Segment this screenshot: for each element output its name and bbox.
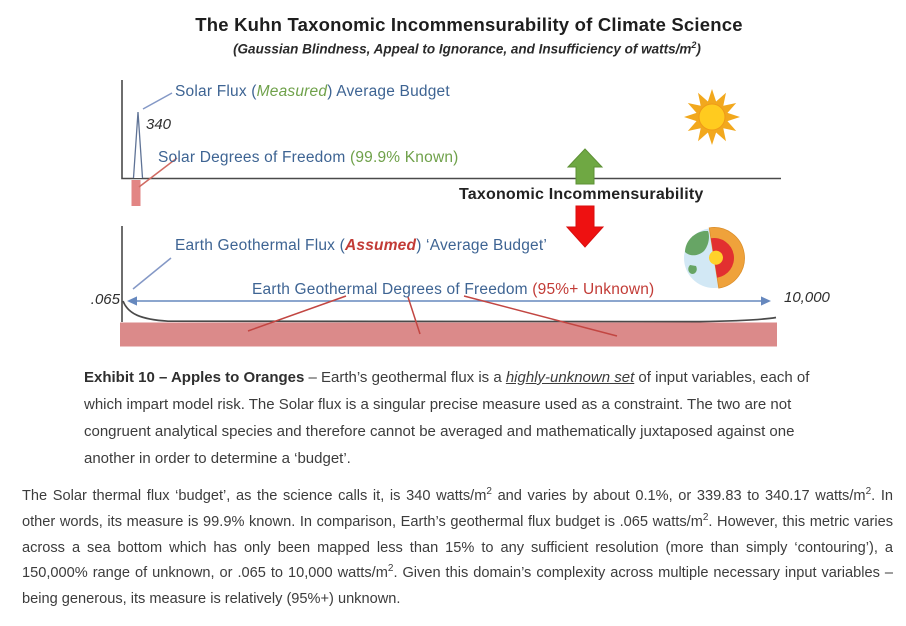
subtitle-superscript: 2 [691, 40, 697, 50]
geothermal-flux-label-assumed: Assumed [345, 237, 417, 254]
geothermal-dof-label-pre: Earth Geothermal Degrees of Freedom [252, 281, 533, 298]
body-superscript-1: 2 [486, 486, 492, 498]
geothermal-flux-label [175, 237, 547, 255]
solar-flux-label-pre: Solar Flux ( [175, 83, 257, 100]
geothermal-decay-curve [123, 301, 776, 322]
body-text-2: and varies by about 0.1%, or 339.83 to 340.17 watts/m [491, 488, 866, 504]
page-title: The Kuhn Taxonomic Incommensurability of Climate Science [195, 14, 743, 35]
solar-dof-label [158, 149, 459, 167]
solar-flux-label [175, 83, 450, 101]
taxonomic-incommensurability-label: Taxonomic Incommensurability [459, 186, 704, 203]
body-text-4: . However, this metric varies across a sea bottom which has only been mapped less than 15% to any sufficient resolution (more than simply ‘contouring’), a 150,000% range of unknown, or .065 to 10,000 watts/m [22, 513, 893, 582]
solar-flux-label-measured: Measured [256, 83, 328, 100]
body-superscript-3: 2 [702, 511, 709, 523]
earth-core-icon [684, 223, 749, 289]
exhibit-caption [84, 364, 821, 472]
geothermal-dof-label-unknown: (95%+ Unknown) [532, 281, 655, 298]
subtitle-close: ) [696, 41, 701, 57]
geothermal-flux-pointer-line [133, 258, 171, 289]
geothermal-band [120, 323, 777, 347]
solar-dof-bar [132, 180, 141, 206]
body-superscript-4: 2 [387, 563, 394, 575]
body-paragraph [22, 484, 893, 613]
solar-flux-pointer-line [143, 93, 172, 109]
page-subtitle [30, 40, 904, 57]
body-text-5: . Given this domain’s complexity across multiple necessary input variables – being generous, its measure is relatively (95%+) unknown. [22, 565, 893, 608]
down-arrow-icon [567, 206, 603, 247]
geothermal-flux-label-post: ) ‘Average Budget’ [416, 237, 548, 254]
exhibit-caption-text-1: – Earth’s geothermal flux is a [304, 369, 506, 386]
subtitle-text: (Gaussian Blindness, Appeal to Ignorance, and Insufficiency of watts/m [233, 41, 692, 57]
solar-dof-label-pre: Solar Degrees of Freedom [158, 149, 350, 166]
geothermal-range-max: 10,000 [784, 289, 830, 306]
body-text-3: . In other words, its measure is 99.9% known. In comparison, Earth’s geothermal flux budget is .065 watts/m [22, 488, 893, 530]
solar-dof-label-known: (99.9% Known) [349, 149, 459, 166]
geothermal-range-min: .065 [90, 291, 120, 308]
solar-flux-value: 340 [146, 116, 172, 133]
sun-icon [684, 89, 740, 145]
exhibit-caption-title: Exhibit 10 – Apples to Oranges [84, 369, 305, 386]
exhibit-caption-emphasis: highly-unknown set [505, 369, 635, 386]
solar-flux-spike [134, 112, 143, 178]
exhibit-caption-text-2: of input variables, each of which impart model risk. The Solar flux is a singular precise measure used as a constraint. The two are not congruent analytical species and therefore cannot be averaged and mathematically juxtaposed against one another in order to determine a ‘budget’. [84, 369, 810, 467]
body-text-1: The Solar thermal flux ‘budget’, as the science calls it, is 340 watts/m [22, 488, 487, 504]
solar-flux-label-post: ) Average Budget [327, 83, 450, 100]
geothermal-dof-label [252, 281, 654, 299]
body-superscript-2: 2 [865, 486, 872, 498]
geothermal-flux-label-pre: Earth Geothermal Flux ( [175, 237, 345, 254]
